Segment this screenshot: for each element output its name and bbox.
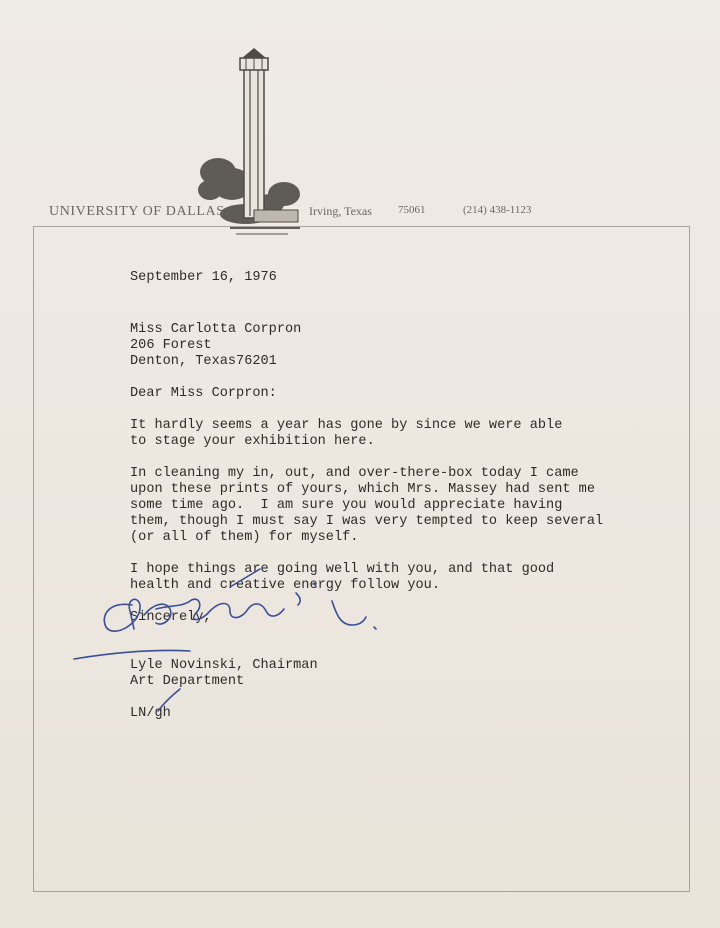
paragraph-line: I hope things are going well with you, and that good xyxy=(130,562,555,577)
recipient-line: Miss Carlotta Corpron xyxy=(130,322,302,337)
paragraph-line: It hardly seems a year has gone by since we were able xyxy=(130,418,563,433)
salutation: Dear Miss Corpron: xyxy=(130,386,277,401)
paragraph-line: to stage your exhibition here. xyxy=(130,434,375,449)
paragraph-line: health and creative energy follow you. xyxy=(130,578,440,593)
closing: Sincerely, xyxy=(130,610,212,625)
paragraph-line: (or all of them) for myself. xyxy=(130,530,359,545)
paragraph-line: them, though I must say I was very tempted to keep several xyxy=(130,514,604,529)
letter-date: September 16, 1976 xyxy=(130,270,277,285)
paragraph-line: some time ago. I am sure you would appreciate having xyxy=(130,498,563,513)
recipient-line: 206 Forest xyxy=(130,338,212,353)
recipient-line: Denton, Texas76201 xyxy=(130,354,277,369)
typist-initials: LN/gh xyxy=(130,706,171,721)
paragraph-line: In cleaning my in, out, and over-there-box today I came xyxy=(130,466,579,481)
letterhead-phone: (214) 438-1123 xyxy=(463,204,532,216)
letterhead-zip: 75061 xyxy=(398,204,426,216)
letterhead-city: Irving, Texas xyxy=(309,204,372,218)
signer-dept: Art Department xyxy=(130,674,245,689)
signer-name: Lyle Novinski, Chairman xyxy=(130,658,318,673)
letter-body xyxy=(130,270,650,722)
letterhead-institution: UNIVERSITY OF DALLAS xyxy=(49,204,225,219)
paragraph-line: upon these prints of yours, which Mrs. Massey had sent me xyxy=(130,482,595,497)
